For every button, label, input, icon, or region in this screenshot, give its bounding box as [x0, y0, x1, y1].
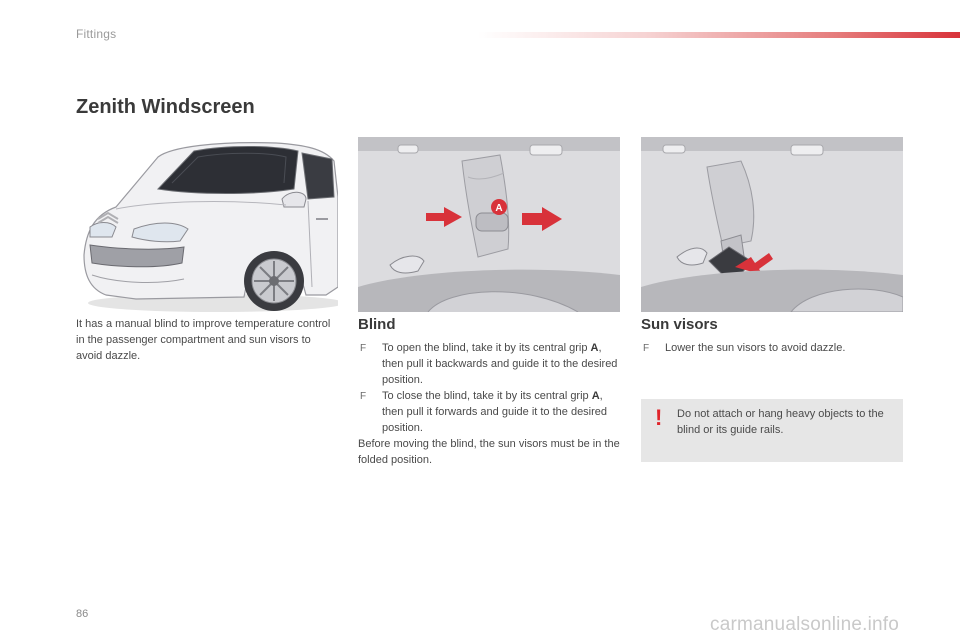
blind-illustration — [358, 137, 620, 312]
bullet-icon: F — [360, 343, 367, 354]
intro-text: It has a manual blind to improve temperature control in the passenger compartment and sun visors to avoid dazzle. — [76, 318, 331, 362]
blind-step-open — [358, 340, 620, 388]
car-illustration — [76, 137, 338, 312]
blind-heading: Blind — [358, 316, 396, 333]
sun-visor-step-text: Lower the sun visors to avoid dazzle. — [665, 342, 846, 354]
warning-box — [641, 399, 903, 462]
warning-text: Do not attach or hang heavy objects to the blind or its guide rails. — [677, 408, 884, 436]
page-title: Zenith Windscreen — [76, 96, 255, 118]
sun-visors-heading: Sun visors — [641, 316, 718, 333]
blind-drawing — [358, 137, 620, 312]
section-label: Fittings — [76, 27, 117, 41]
blind-step-close — [358, 388, 620, 436]
grip-label: A — [591, 390, 600, 402]
watermark: carmanualsonline.info — [710, 614, 900, 635]
blind-callout-a: A — [495, 203, 503, 214]
car-drawing — [76, 137, 338, 312]
blind-note: Before moving the blind, the sun visors must be in the folded position. — [358, 438, 620, 466]
sun-visor-drawing — [641, 137, 903, 312]
bullet-icon: F — [643, 343, 650, 354]
page-number: 86 — [76, 608, 89, 620]
sun-visor-step — [641, 340, 903, 356]
sun-visor-steps — [641, 340, 903, 356]
warning-icon: ! — [655, 405, 663, 430]
blind-step-text: , then pull it backwards and guide it to the desired position. — [382, 342, 618, 386]
blind-step-text: To close the blind, take it by its central grip — [382, 390, 592, 402]
bullet-icon: F — [360, 391, 367, 402]
header-gradient-bar — [478, 32, 960, 38]
blind-step-text: To open the blind, take it by its central grip — [382, 342, 591, 354]
blind-steps — [358, 340, 620, 436]
blind-step-text: , then pull it forwards and guide it to the desired position. — [382, 390, 608, 434]
sun-visor-illustration — [641, 137, 903, 312]
grip-label: A — [590, 342, 599, 354]
